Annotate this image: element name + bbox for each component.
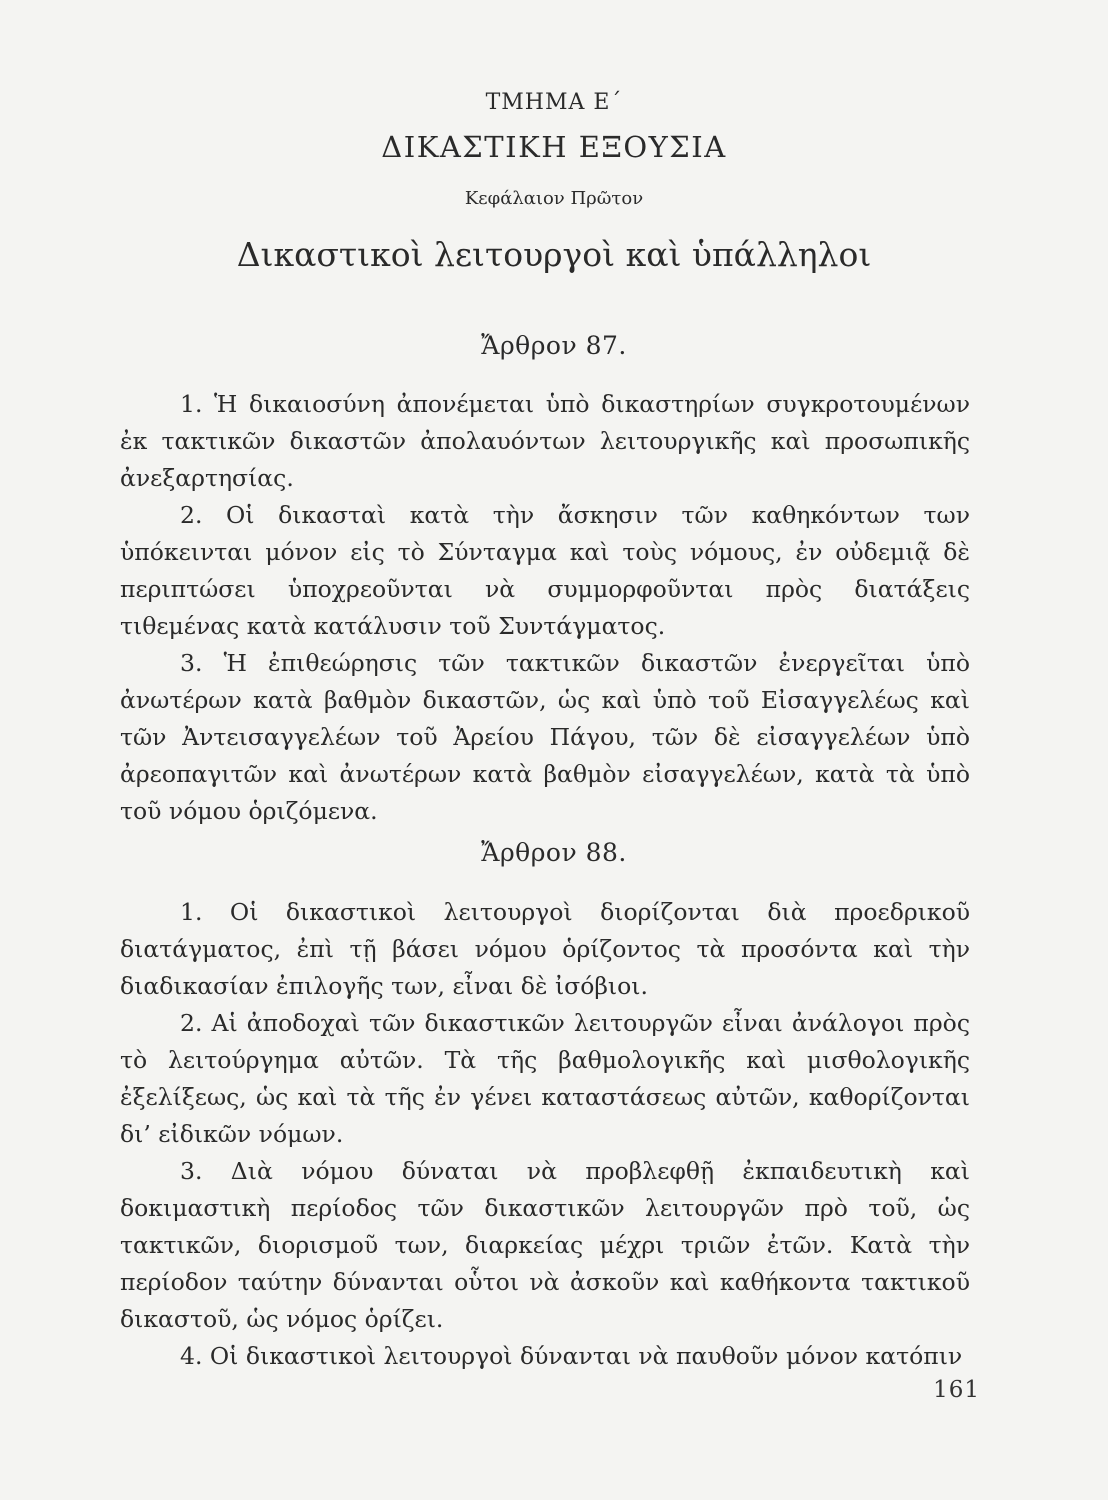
chapter-label: Κεφάλαιον Πρῶτον bbox=[464, 188, 644, 209]
article-87-paragraph-1: 1. Ἡ δικαιοσύνη ἀπονέμεται ὑπὸ δικαστηρίων συγκροτουμένων ἐκ τακτικῶν δικαστῶν ἀπολαυόντων λειτουργικῆς καὶ προσωπικῆς ἀνεξαρτησίας. bbox=[120, 390, 970, 492]
section-label: ΤΜΗΜΑ Ε΄ bbox=[485, 90, 623, 115]
chapter-title: Δικαστικοὶ λειτουργοὶ καὶ ὑπάλληλοι bbox=[236, 235, 872, 274]
article-88-paragraph-3: 3. Διὰ νόμου δύναται νὰ προβλεφθῇ ἐκπαιδευτικὴ καὶ δοκιμαστικὴ περίοδος τῶν δικαστικῶν λειτουργῶν πρὸ τοῦ, ὡς τακτικῶν, διορισμοῦ των, διαρκείας μέχρι τριῶν ἐτῶν. Κατὰ τὴν περίοδον ταύτην δύνανται οὗτοι νὰ ἀσκοῦν καὶ καθήκοντα τακτικοῦ δικαστοῦ, ὡς νόμος ὁρίζει. bbox=[120, 1157, 970, 1333]
page-number: 161 bbox=[933, 1377, 980, 1403]
article-88-paragraph-4: 4. Οἱ δικαστικοὶ λειτουργοὶ δύνανται νὰ παυθοῦν μόνον κατόπιν bbox=[180, 1342, 963, 1370]
article-87-body bbox=[120, 386, 970, 830]
article-88-title: Ἄρθρον 88. bbox=[481, 838, 627, 867]
part-title: ΔΙΚΑΣΤΙΚΗ ΕΞΟΥΣΙΑ bbox=[381, 130, 727, 164]
article-88-paragraph-1: 1. Οἱ δικαστικοὶ λειτουργοὶ διορίζονται διὰ προεδρικοῦ διατάγματος, ἐπὶ τῇ βάσει νόμου ὁρίζοντος τὰ προσόντα καὶ τὴν διαδικασίαν ἐπιλογῆς των, εἶναι δὲ ἰσόβιοι. bbox=[120, 898, 970, 1000]
article-87-paragraph-2: 2. Οἱ δικασταὶ κατὰ τὴν ἄσκησιν τῶν καθηκόντων των ὑπόκεινται μόνον εἰς τὸ Σύνταγμα καὶ τοὺς νόμους, ἐν οὐδεμιᾷ δὲ περιπτώσει ὑποχρεοῦνται νὰ συμμορφοῦνται πρὸς διατάξεις τιθεμένας κατὰ κατάλυσιν τοῦ Συντάγματος. bbox=[120, 501, 970, 640]
article-87-paragraph-3: 3. Ἡ ἐπιθεώρησις τῶν τακτικῶν δικαστῶν ἐνεργεῖται ὑπὸ ἀνωτέρων κατὰ βαθμὸν δικαστῶν, ὡς καὶ ὑπὸ τοῦ Εἰσαγγελέως καὶ τῶν Ἀντεισαγγελέων τοῦ Ἀρείου Πάγου, τῶν δὲ εἰσαγγελέων ὑπὸ ἀρεοπαγιτῶν καὶ ἀνωτέρων κατὰ βαθμὸν εἰσαγγελέων, κατὰ τὰ ὑπὸ τοῦ νόμου ὁριζόμενα. bbox=[120, 649, 970, 825]
article-87-title: Ἄρθρον 87. bbox=[481, 331, 627, 360]
article-88-body bbox=[120, 894, 970, 1375]
article-88-paragraph-2: 2. Αἱ ἀποδοχαὶ τῶν δικαστικῶν λειτουργῶν εἶναι ἀνάλογοι πρὸς τὸ λειτούργημα αὐτῶν. Τὰ τῆς βαθμολογικῆς καὶ μισθολογικῆς ἐξελίξεως, ὡς καὶ τὰ τῆς ἐν γένει καταστάσεως αὐτῶν, καθορίζονται δι’ εἰδικῶν νόμων. bbox=[120, 1009, 970, 1148]
